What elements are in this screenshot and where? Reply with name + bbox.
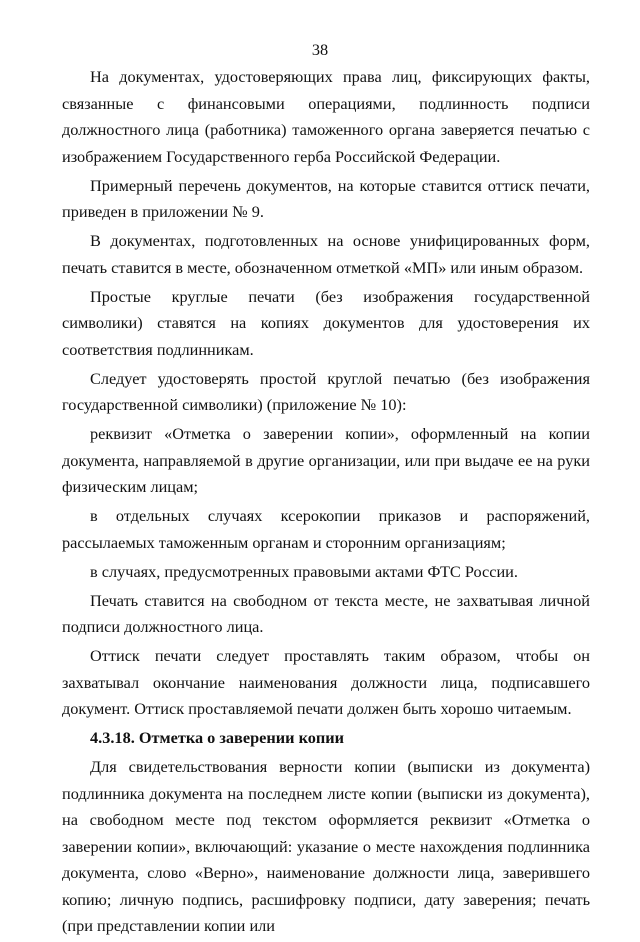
list-item-photocopies: в отдельных случаях ксерокопии приказов и распоряжений, рассылаемых таможенным органам и сторонним организациям; <box>62 506 590 552</box>
page-number: 38 <box>311 40 329 59</box>
paragraph-simple-seals: Простые круглые печати (без изображения государственной символики) ставятся на копиях документов для удостоверения их соответствия подлинникам. <box>62 286 590 359</box>
document-body <box>62 64 590 942</box>
paragraph-documents-list: Примерный перечень документов, на которые ставится оттиск печати, приведен в приложении № 9. <box>62 175 590 221</box>
paragraph-unified-forms: В документах, подготовленных на основе унифицированных форм, печать ставится в месте, обозначенном отметкой «МП» или иным образом. <box>62 231 590 277</box>
paragraph-seal-placement: Печать ставится на свободном от текста месте, не захватывая личной подписи должностного лица. <box>62 590 590 636</box>
list-item-copy-certification: реквизит «Отметка о заверении копии», оформленный на копии документа, направляемой в другие организации, или при выдаче ее на руки физическим лицам; <box>62 424 590 496</box>
list-item-legal-acts: в случаях, предусмотренных правовыми актами ФТС России. <box>90 561 518 581</box>
section-heading: 4.3.18. Отметка о заверении копии <box>90 728 345 747</box>
paragraph-signature-seal: На документах, удостоверяющих права лиц, фиксирующих факты, связанные с финансовыми операциями, подлинность подписи должностного лица (работника) таможенного органа заверяется печатью с изображением Государственного герба Российской Федерации. <box>62 67 590 166</box>
paragraph-certify-with-seal: Следует удостоверять простой круглой печатью (без изображения государственной символики) (приложение № 10): <box>62 368 590 414</box>
paragraph-seal-impression: Оттиск печати следует проставлять таким образом, чтобы он захватывал окончание наименования должности лица, подписавшего документ. Оттиск проставляемой печати должен быть хорошо читаемым. <box>62 646 590 718</box>
paragraph-copy-certification: Для свидетельствования верности копии (выписки из документа) подлинника документа на последнем листе копии (выписки из документа), на свободном месте под текстом оформляется реквизит «Отметка о заверении копии», включающий: указание о месте нахождения подлинника документа, слово «Верно», наименование должности лица, заверившего копию; личную подпись, расшифровку подписи, дату заверения; печать (при представлении копии или <box>62 757 590 935</box>
